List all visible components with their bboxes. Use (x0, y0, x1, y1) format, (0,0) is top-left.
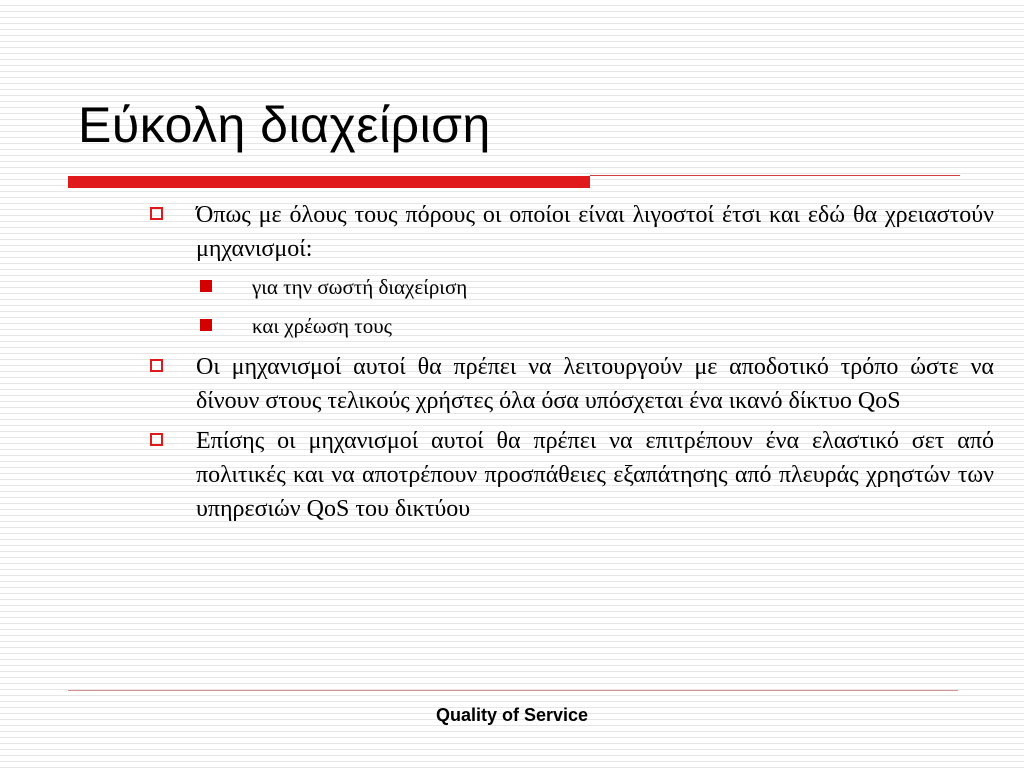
bullet-item (150, 424, 994, 526)
hollow-square-icon (150, 359, 163, 372)
filled-square-icon (200, 319, 212, 331)
subbullet-item (150, 272, 994, 302)
subbullet-text: και χρέωση τους (252, 314, 392, 338)
hollow-square-icon (150, 207, 163, 220)
bullet-text: Οι μηχανισμοί αυτοί θα πρέπει να λειτουργούν με αποδοτικό τρόπο ώστε να δίνουν στους τελικούς χρήστες όλα όσα υπόσχεται ένα ικανό δίκτυο QoS (196, 354, 994, 414)
subbullet-text: για την σωστή διαχείριση (252, 275, 468, 299)
title-underline-accent (68, 176, 590, 188)
title-underline-thin (590, 175, 960, 176)
subbullet-item (150, 311, 994, 341)
bullet-item (150, 350, 994, 418)
filled-square-icon (200, 280, 212, 292)
subbullet-list (150, 272, 994, 341)
bullet-text: Επίσης οι μηχανισμοί αυτοί θα πρέπει να επιτρέπουν ένα ελαστικό σετ από πολιτικές και να αποτρέπουν προσπάθειες εξαπάτησης από πλευράς χρηστών των υπηρεσιών QoS του δικτύου (196, 428, 994, 522)
bullet-text: Όπως με όλους τους πόρους οι οποίοι είναι λιγοστοί έτσι και εδώ θα χρειαστούν μηχανισμοί: (196, 202, 994, 262)
footer-divider (68, 690, 958, 691)
slide-content (150, 198, 994, 532)
slide-title: Εύκολη διαχείριση (78, 97, 491, 153)
bullet-item (150, 198, 994, 266)
slide-footer: Quality of Service (435, 705, 589, 725)
hollow-square-icon (150, 433, 163, 446)
